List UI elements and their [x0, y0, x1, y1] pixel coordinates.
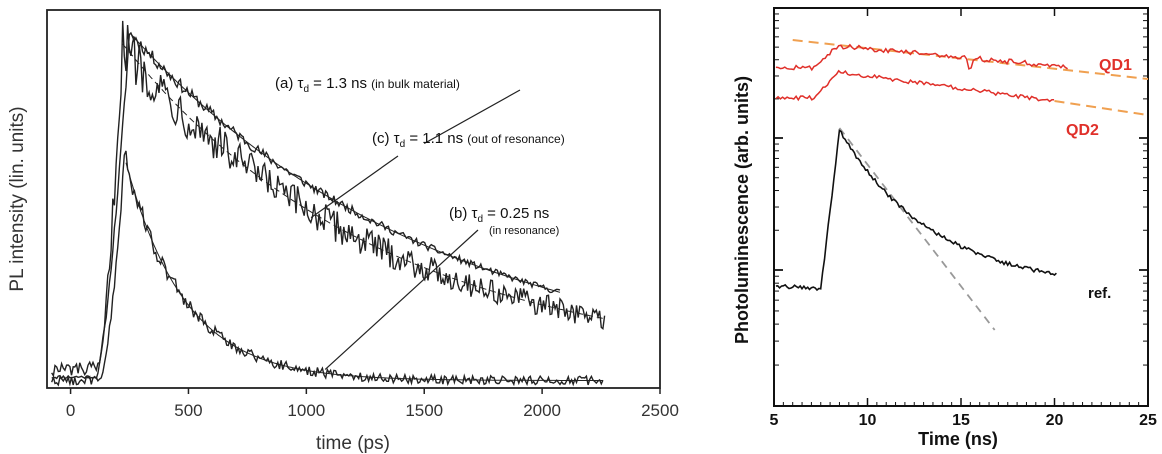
right-y-axis-label: Photoluminescence (arb. units): [732, 75, 752, 345]
left-x-tick-label: 2500: [641, 401, 679, 420]
fit-line-qd2: [1055, 101, 1149, 115]
left-x-tick-label: 500: [174, 401, 203, 420]
series-label-qd1: QD1: [1099, 57, 1132, 74]
annotation-c: (c) $\tau_d = 1.1$ ns (out of resonance): [372, 130, 565, 150]
series-qd2-trace: [776, 71, 1054, 102]
left-x-tick-label: 2000: [523, 401, 562, 420]
left-x-tick-label: 1000: [287, 401, 326, 420]
left-series-a-fit: [131, 34, 560, 292]
left-x-axis-label: time (ps): [316, 433, 390, 454]
annotation-b: (b) $\tau_d = 0.25$ ns: [449, 205, 550, 225]
series-label-ref: ref.: [1088, 285, 1112, 302]
annotation-b-note: (in resonance): [489, 225, 560, 237]
left-x-tick-label: 1500: [405, 401, 444, 420]
left-x-tick-label: 0: [65, 401, 76, 420]
left-series-b-trace: [52, 151, 603, 385]
series-label-qd2: QD2: [1066, 122, 1099, 139]
series-ref-trace: [776, 130, 1057, 290]
right-x-axis-label: Time (ns): [918, 429, 998, 449]
left-y-axis-label: PL intensity (lin. units): [7, 106, 28, 292]
left-chart: [7, 10, 679, 454]
right-x-tick-label: 5: [769, 412, 779, 429]
right-x-tick-label: 20: [1045, 412, 1064, 429]
annotation-a: (a) $\tau_d = 1.3$ ns (in bulk material): [275, 75, 460, 95]
left-series-b-fit: [126, 163, 603, 381]
right-x-tick-label: 10: [858, 412, 877, 429]
annotation-c-arrow: [311, 156, 398, 218]
right-x-tick-label: 25: [1139, 412, 1157, 429]
left-plot-frame: [47, 10, 660, 388]
right-x-tick-label: 15: [952, 412, 970, 429]
left-x-ticks: [66, 388, 679, 420]
right-chart: [732, 8, 1157, 449]
annotation-b-arrow: [325, 230, 478, 369]
fit-line-ref: [839, 128, 994, 330]
